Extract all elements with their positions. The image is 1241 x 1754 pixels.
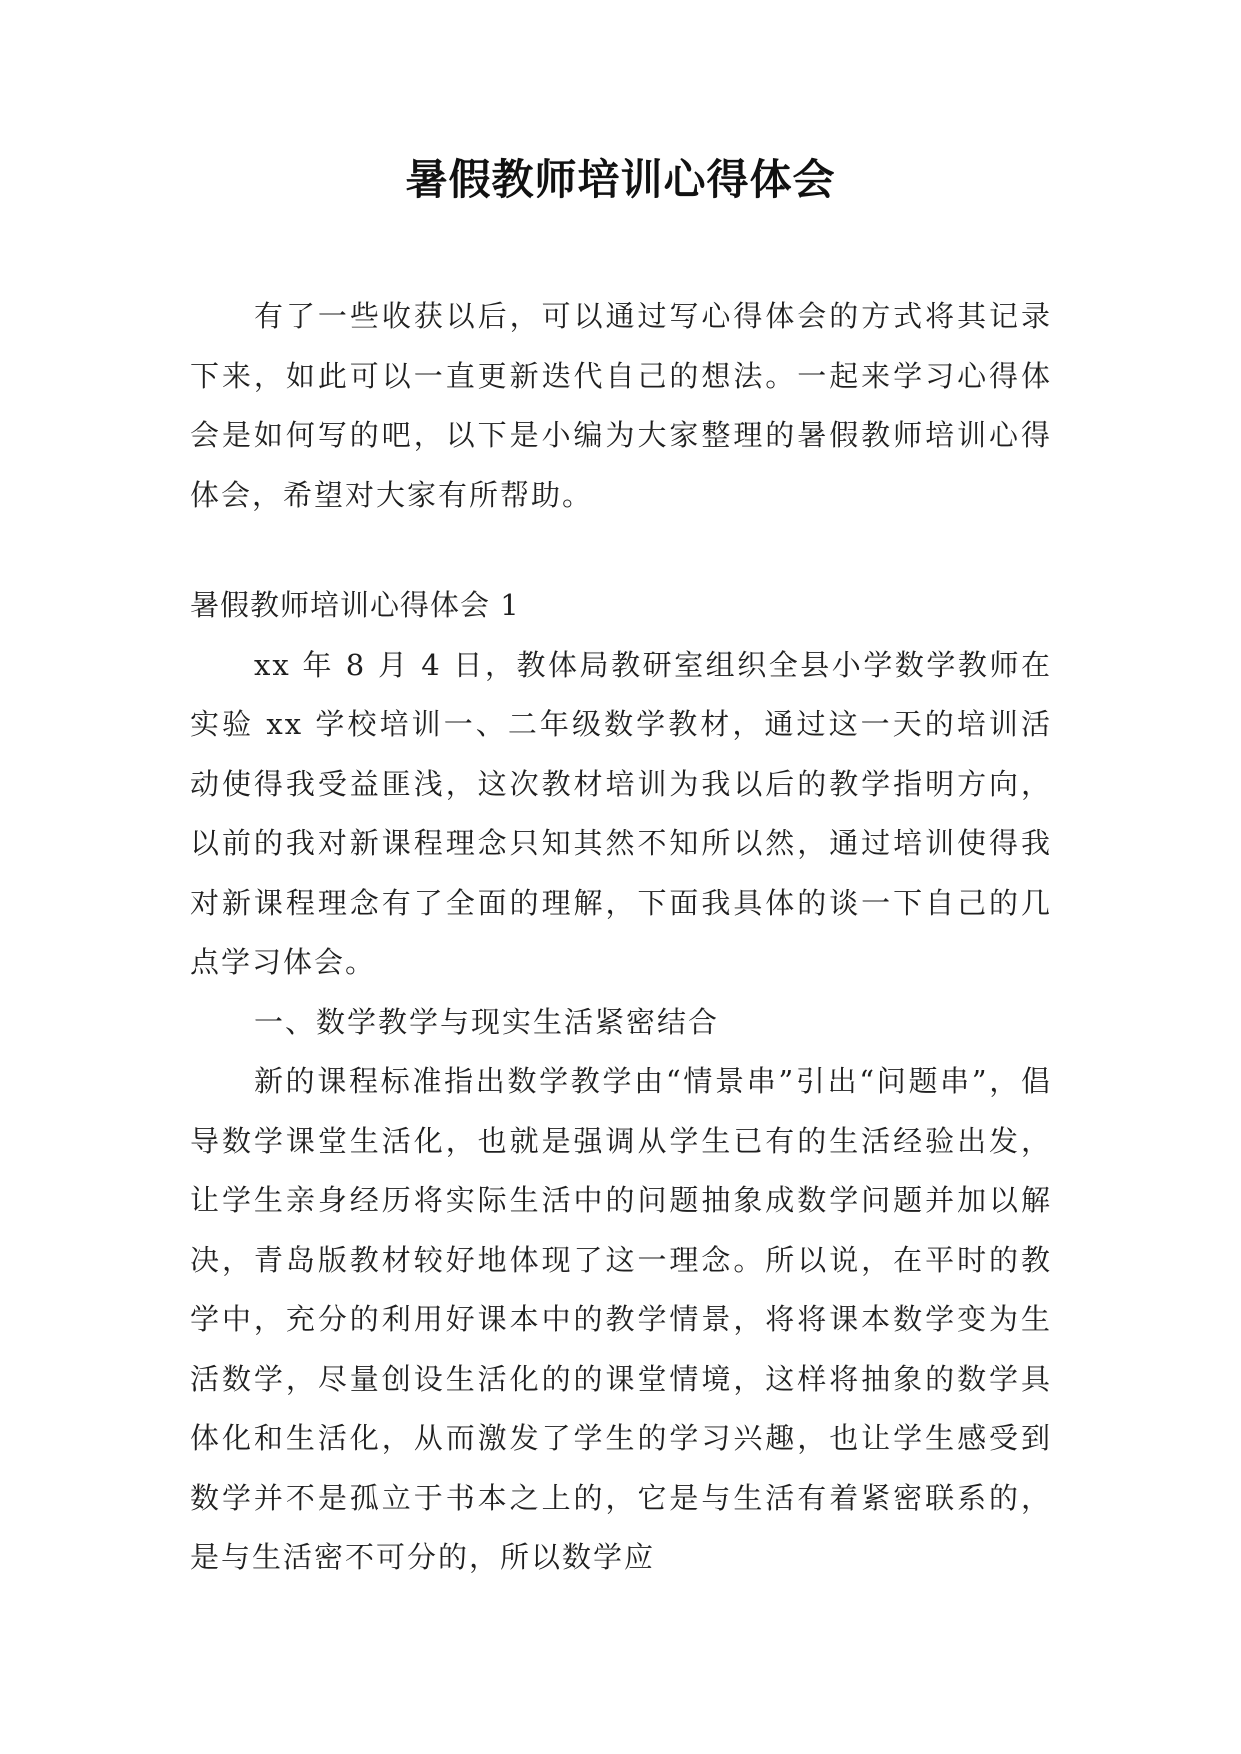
intro-block — [190, 287, 1052, 525]
intro-paragraph: 有了一些收获以后，可以通过写心得体会的方式将其记录下来，如此可以一直更新迭代自己的想法。一起来学习心得体会是如何写的吧，以下是小编为大家整理的暑假教师培训心得体会，希望对大家有所帮助。 — [190, 299, 1052, 512]
section-heading: 暑假教师培训心得体会 1 — [190, 588, 520, 622]
body-subheading: 一、数学教学与现实生活紧密结合 — [254, 1004, 720, 1039]
body-paragraph-1: xx 年 8 月 4 日，教体局教研室组织全县小学数学教师在实验 xx 学校培训一、二年级数学教材，通过这一天的培训活动使得我受益匪浅，这次教材培训为我以后的教学指明方向，以前的我对新课程理念只知其然不知所以然，通过培训使得我对新课程理念有了全面的理解，下面我具体的谈一下自己的几点学习体会。 — [190, 647, 1052, 979]
section-block — [190, 576, 1052, 1588]
document-title: 暑假教师培训心得体会 — [405, 155, 836, 204]
body-paragraph-2: 新的课程标准指出数学教学由“情景串”引出“问题串”，倡导数学课堂生活化，也就是强调从学生已有的生活经验出发，让学生亲身经历将实际生活中的问题抽象成数学问题并加以解决，青岛版教材较好地体现了这一理念。所以说，在平时的教学中，充分的利用好课本中的教学情景，将将课本数学变为生活数学，尽量创设生活化的的课堂情境，这样将抽象的数学具体化和生活化，从而激发了学生的学习兴趣，也让学生感受到数学并不是孤立于书本之上的，它是与生活有着紧密联系的，是与生活密不可分的，所以数学应 — [190, 1064, 1052, 1574]
